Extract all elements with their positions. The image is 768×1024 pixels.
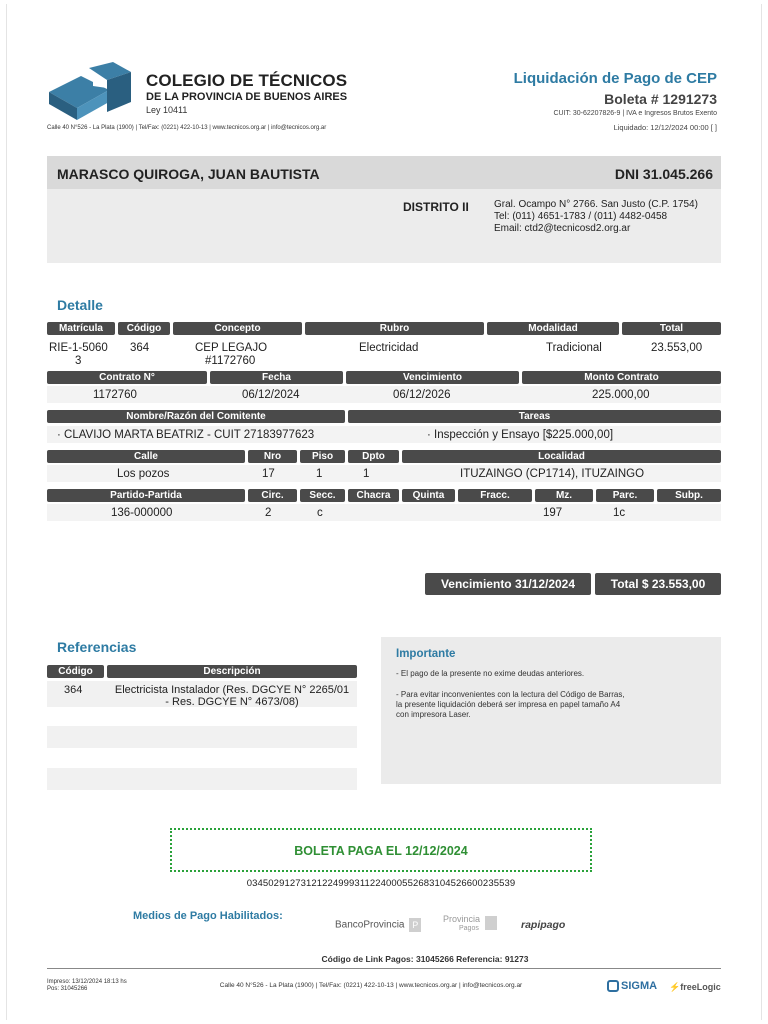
circ-value: 2: [265, 507, 272, 519]
ref-header-codigo: Código: [47, 665, 104, 678]
header-codigo: Código: [118, 322, 170, 335]
boleta-number: Boleta # 1291273: [604, 91, 717, 107]
pos-number: Pos: 31045266: [47, 986, 88, 992]
total-badge: Total $ 23.553,00: [595, 573, 721, 595]
freelogic-logo: [669, 982, 721, 993]
header-contrato: Contrato N°: [47, 371, 207, 384]
ref-descripcion-value: [107, 684, 357, 708]
header-mz: Mz.: [535, 489, 593, 502]
comitente-value: · CLAVIJO MARTA BEATRIZ - CUIT 27183977623: [57, 429, 315, 441]
impreso-date: Impreso: 13/12/2024 18:13 hs: [47, 979, 127, 985]
header-matricula: Matrícula: [47, 322, 115, 335]
paid-stamp-text: BOLETA PAGA EL 12/12/2024: [294, 844, 468, 858]
header-fracc: Fracc.: [458, 489, 532, 502]
header-circ: Circ.: [248, 489, 297, 502]
document-title: Liquidación de Pago de CEP: [513, 70, 717, 87]
liquidado-date: Liquidado: 12/12/2024 00:00 [ ]: [613, 123, 717, 132]
mz-value: 197: [543, 507, 563, 519]
medios-pago-label: Medios de Pago Habilitados:: [133, 910, 283, 922]
matricula-line-2: 3: [75, 355, 82, 367]
header-concepto: Concepto: [173, 322, 302, 335]
localidad-value: ITUZAINGO (CP1714), ITUZAINGO: [460, 468, 645, 480]
distrito-address: Gral. Ocampo N° 2766. San Justo (C.P. 1754): [494, 199, 698, 210]
header-nro: Nro: [248, 450, 297, 463]
header-parc: Parc.: [596, 489, 654, 502]
piso-value: 1: [316, 468, 323, 480]
parc-value: 1c: [613, 507, 626, 519]
org-law: Ley 10411: [146, 105, 188, 115]
sigma-icon: [607, 980, 619, 992]
importante-note-2-line-2: la presente liquidación deberá ser impresa en papel tamaño A4: [396, 700, 621, 709]
importante-title: Importante: [396, 648, 456, 660]
vencimiento-value: 06/12/2026: [393, 389, 451, 401]
link-pagos-code: Código de Link Pagos: 31045266 Referencia: 91273: [321, 954, 529, 964]
distrito-tel: Tel: (011) 4651-1783 / (011) 4482-0458: [494, 211, 668, 222]
banco-provincia-logo: [335, 918, 421, 932]
vencimiento-badge: Vencimiento 31/12/2024: [425, 573, 591, 595]
fecha-value: 06/12/2024: [242, 389, 300, 401]
header-vencimiento: Vencimiento: [346, 371, 519, 384]
tareas-value: · Inspección y Ensayo [$225.000,00]: [427, 429, 614, 441]
importante-note-2-line-3: con impresora Laser.: [396, 710, 471, 719]
header-subp: Subp.: [657, 489, 721, 502]
ref-desc-line-1: Electricista Instalador (Res. DGCYE N° 2265/01: [114, 684, 350, 696]
concepto-line-1: CEP LEGAJO: [195, 342, 268, 354]
footer-contact: Calle 40 N°526 - La Plata (1900) | Tel/Fax: (0221) 422-10-13 | www.tecnicos.org.ar | info@tecnicos.org.ar: [219, 982, 523, 989]
header-total: Total: [622, 322, 721, 335]
header-modalidad: Modalidad: [487, 322, 619, 335]
provincia-pagos-text: Provincia: [443, 914, 481, 924]
secc-value: c: [317, 507, 323, 519]
org-contact: Calle 40 N°526 - La Plata (1900) | Tel/Fax: (0221) 422-10-13 | www.tecnicos.org.ar | info@tecnicos.org.ar: [47, 125, 327, 131]
importante-note-1: - El pago de la presente no exime deudas anteriores.: [396, 669, 585, 678]
matricula-line-1: RIE-1-5060: [49, 342, 108, 354]
ref-empty-row: [47, 726, 357, 748]
header-partida: Partido-Partida: [47, 489, 245, 502]
modalidad-value: Tradicional: [546, 342, 602, 354]
cuit-info: CUIT: 30-62207826-9 | IVA e Ingresos Brutos Exento: [553, 110, 717, 117]
partida-value: 136-000000: [111, 507, 173, 519]
header-calle: Calle: [47, 450, 245, 463]
barcode-number: 03450291273121224999311224000552683104526600235539: [246, 878, 516, 889]
matricula-value: [49, 342, 108, 368]
header-tareas: Tareas: [348, 410, 721, 423]
sigma-logo: [607, 980, 657, 992]
college-logo-icon: [47, 62, 139, 124]
provincia-pagos-sub: Pagos: [459, 925, 479, 932]
ref-desc-line-2: - Res. DGCYE N° 4673/08): [165, 696, 299, 708]
ref-codigo-value: 364: [64, 684, 83, 696]
header-localidad: Localidad: [402, 450, 721, 463]
importante-note-2: [396, 690, 714, 720]
org-name: COLEGIO DE TÉCNICOS: [146, 71, 348, 90]
rubro-value: Electricidad: [359, 342, 419, 354]
provincia-pagos-icon: [485, 916, 497, 930]
provincia-pagos-logo: [443, 914, 480, 934]
rapipago-logo: rapipago: [521, 919, 566, 931]
footer-divider: [47, 968, 721, 969]
header-quinta: Quinta: [402, 489, 455, 502]
importante-note-2-line-1: - Para evitar inconvenientes con la lectura del Código de Barras,: [396, 690, 625, 699]
freelogic-text: freeLogic: [680, 982, 721, 992]
header-rubro: Rubro: [305, 322, 484, 335]
distrito-email: Email: ctd2@tecnicosd2.org.ar: [494, 223, 631, 234]
referencias-title: Referencias: [57, 639, 137, 655]
distrito-label: DISTRITO II: [403, 200, 469, 214]
banco-provincia-icon: P: [409, 918, 421, 932]
header-monto: Monto Contrato: [522, 371, 721, 384]
monto-value: 225.000,00: [592, 389, 650, 401]
header-piso: Piso: [300, 450, 345, 463]
contrato-value: 1172760: [93, 389, 137, 401]
banco-provincia-text: BancoProvincia: [335, 919, 405, 931]
calle-value: Los pozos: [117, 468, 170, 480]
concepto-value: [195, 342, 267, 368]
freelogic-icon: ⚡: [669, 982, 681, 992]
dpto-value: 1: [363, 468, 370, 480]
sigma-text: SIGMA: [621, 980, 658, 992]
document-page: [6, 4, 762, 1020]
concepto-line-2: #1172760: [205, 355, 256, 367]
header-secc: Secc.: [300, 489, 345, 502]
distrito-address-block: [494, 199, 706, 235]
org-subtitle: DE LA PROVINCIA DE BUENOS AIRES: [146, 91, 348, 103]
header-chacra: Chacra: [348, 489, 399, 502]
total-value: 23.553,00: [651, 342, 703, 354]
detalle-title: Detalle: [57, 297, 103, 313]
ref-empty-row: [47, 768, 357, 790]
header-dpto: Dpto: [348, 450, 399, 463]
header-fecha: Fecha: [210, 371, 343, 384]
nro-value: 17: [262, 468, 275, 480]
header-comitente: Nombre/Razón del Comitente: [47, 410, 345, 423]
ref-header-descripcion: Descripción: [107, 665, 357, 678]
person-dni: DNI 31.045.266: [614, 166, 713, 182]
person-name: MARASCO QUIROGA, JUAN BAUTISTA: [57, 166, 320, 182]
codigo-value: 364: [130, 342, 150, 354]
